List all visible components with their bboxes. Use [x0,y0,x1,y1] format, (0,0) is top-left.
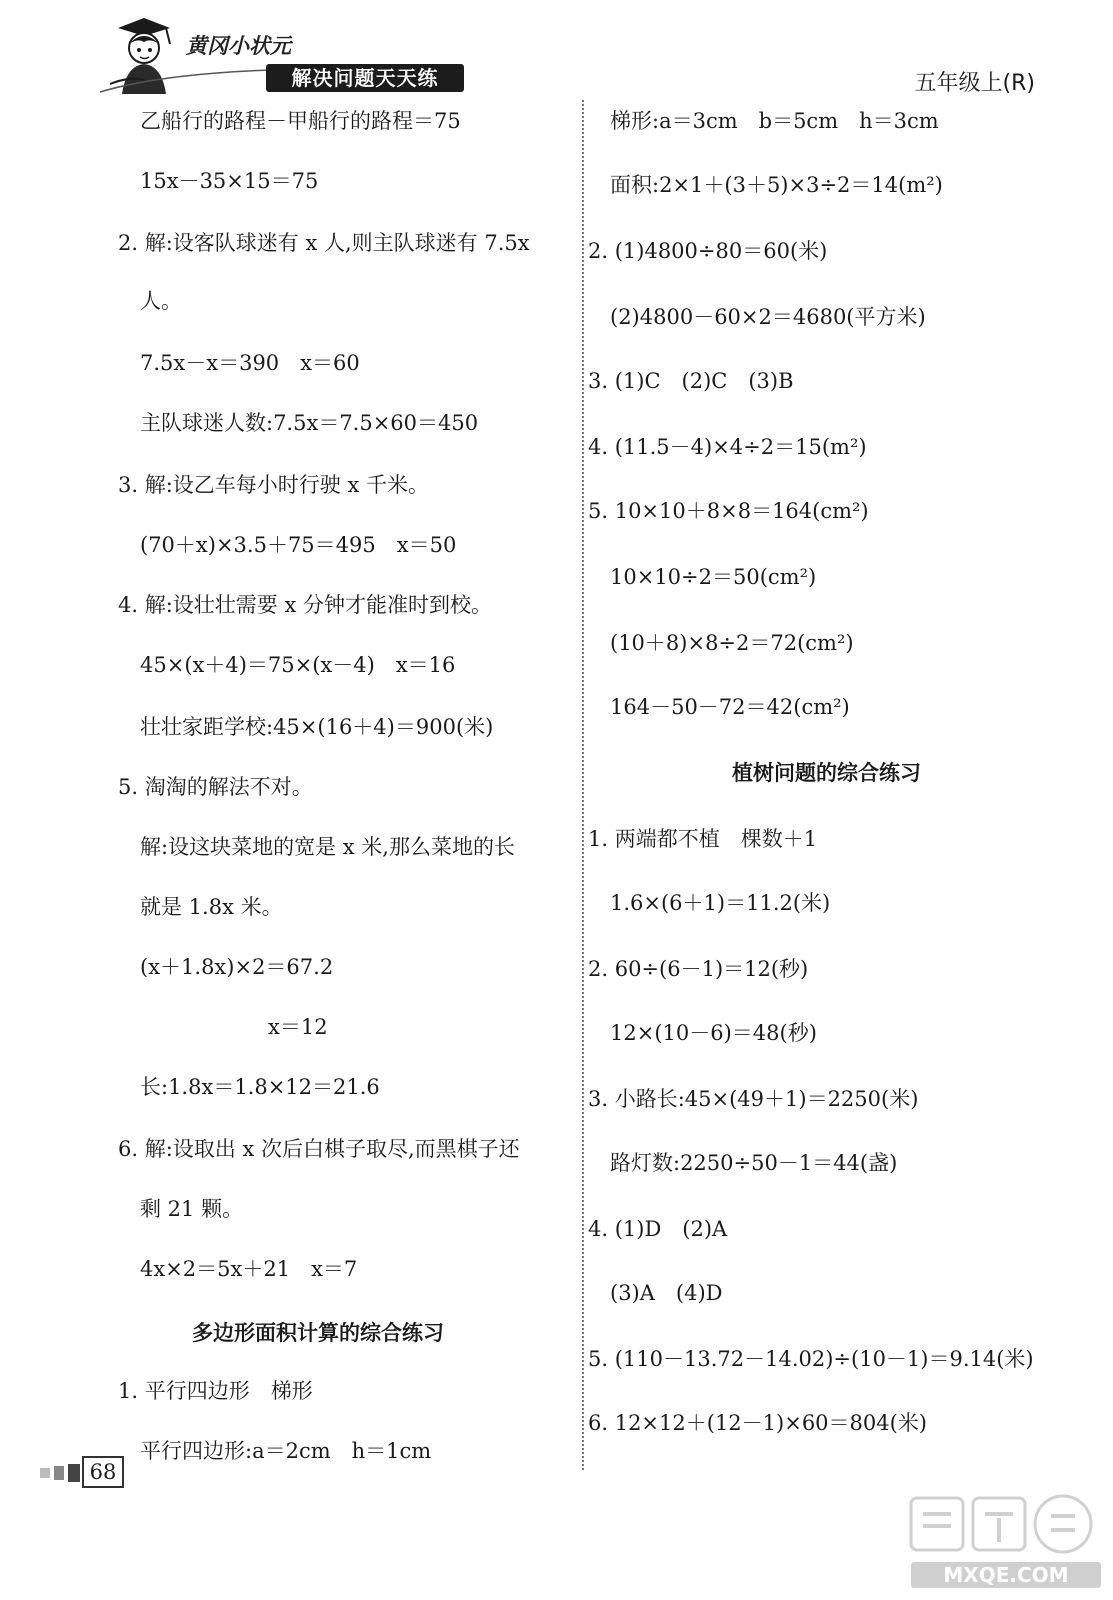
answer-line: 就是 1.8x 米。 [140,895,283,919]
answer-line: (10＋8)×8÷2＝72(cm²) [610,631,854,655]
answer-line: 15x－35×15＝75 [140,169,319,193]
answer-line: 2. (1)4800÷80＝60(米) [588,239,828,263]
answer-line: 5. 10×10＋8×8＝164(cm²) [588,499,869,523]
answer-line: (x＋1.8x)×2＝67.2 [140,955,334,979]
answer-line: 乙船行的路程－甲船行的路程＝75 [140,109,461,133]
answer-line: (70＋x)×3.5＋75＝495 x＝50 [140,533,457,557]
section-title-tree-planting: 植树问题的综合练习 [732,761,921,785]
watermark-logo [905,1490,1105,1595]
answer-line: 10×10÷2＝50(cm²) [610,565,817,589]
column-divider [582,100,584,1470]
answer-line: 3. (1)C (2)C (3)B [588,369,794,393]
brand-title: 黄冈小状元 [186,34,291,58]
answer-line: 主队球迷人数:7.5x＝7.5×60＝450 [140,411,479,435]
section-title-polygon-area: 多边形面积计算的综合练习 [192,1321,444,1345]
answer-line: 平行四边形:a＝2cm h＝1cm [140,1439,432,1463]
answer-line: 12×(10－6)＝48(秒) [610,1021,817,1045]
answer-line: 6. 解:设取出 x 次后白棋子取尽,而黑棋子还 [118,1137,520,1161]
answer-line: 4. 解:设壮壮需要 x 分钟才能准时到校。 [118,593,492,617]
answer-line: 5. 淘淘的解法不对。 [118,775,313,799]
answer-line: 45×(x＋4)＝75×(x－4) x＝16 [140,653,456,677]
answer-line: 1.6×(6＋1)＝11.2(米) [610,891,831,915]
answer-line: x＝12 [268,1015,328,1039]
answer-line: 6. 12×12＋(12－1)×60＝804(米) [588,1411,928,1435]
answer-line: 2. 解:设客队球迷有 x 人,则主队球迷有 7.5x [118,231,530,255]
grade-label: 五年级上(R) [914,71,1035,96]
answer-line: 4x×2＝5x＋21 x＝7 [140,1257,358,1281]
answer-line: 剩 21 颗。 [140,1197,244,1221]
page-number: 68 [82,1456,124,1488]
answer-line: 7.5x－x＝390 x＝60 [140,351,360,375]
page-number-decoration [40,1462,80,1482]
answer-line: 3. 小路长:45×(49＋1)＝2250(米) [588,1087,919,1111]
answer-line: (2)4800－60×2＝4680(平方米) [610,305,926,329]
answer-line: 长:1.8x＝1.8×12＝21.6 [140,1075,380,1099]
answer-line: 壮壮家距学校:45×(16＋4)＝900(米) [140,715,494,739]
answer-line: 5. (110－13.72－14.02)÷(10－1)＝9.14(米) [588,1347,1034,1371]
answer-line: 4. (1)D (2)A [588,1217,728,1241]
answer-line: 解:设这块菜地的宽是 x 米,那么菜地的长 [140,835,515,859]
answer-line: (3)A (4)D [610,1281,723,1305]
answer-line: 面积:2×1＋(3＋5)×3÷2＝14(m²) [610,173,943,197]
answer-line: 164－50－72＝42(cm²) [610,695,850,719]
answer-line: 3. 解:设乙车每小时行驶 x 千米。 [118,473,429,497]
answer-line: 人。 [140,289,182,313]
answer-line: 1. 两端都不植 棵数＋1 [588,827,818,851]
answer-line: 4. (11.5－4)×4÷2＝15(m²) [588,435,867,459]
answer-line: 2. 60÷(6－1)＝12(秒) [588,957,809,981]
series-banner: 解决问题天天练 [266,64,464,92]
svg-text:MXQE.COM: MXQE.COM [943,1563,1069,1587]
answer-line: 路灯数:2250÷50－1＝44(盏) [610,1151,898,1175]
answer-line: 梯形:a＝3cm b＝5cm h＝3cm [610,109,939,133]
answer-line: 1. 平行四边形 梯形 [118,1379,313,1403]
